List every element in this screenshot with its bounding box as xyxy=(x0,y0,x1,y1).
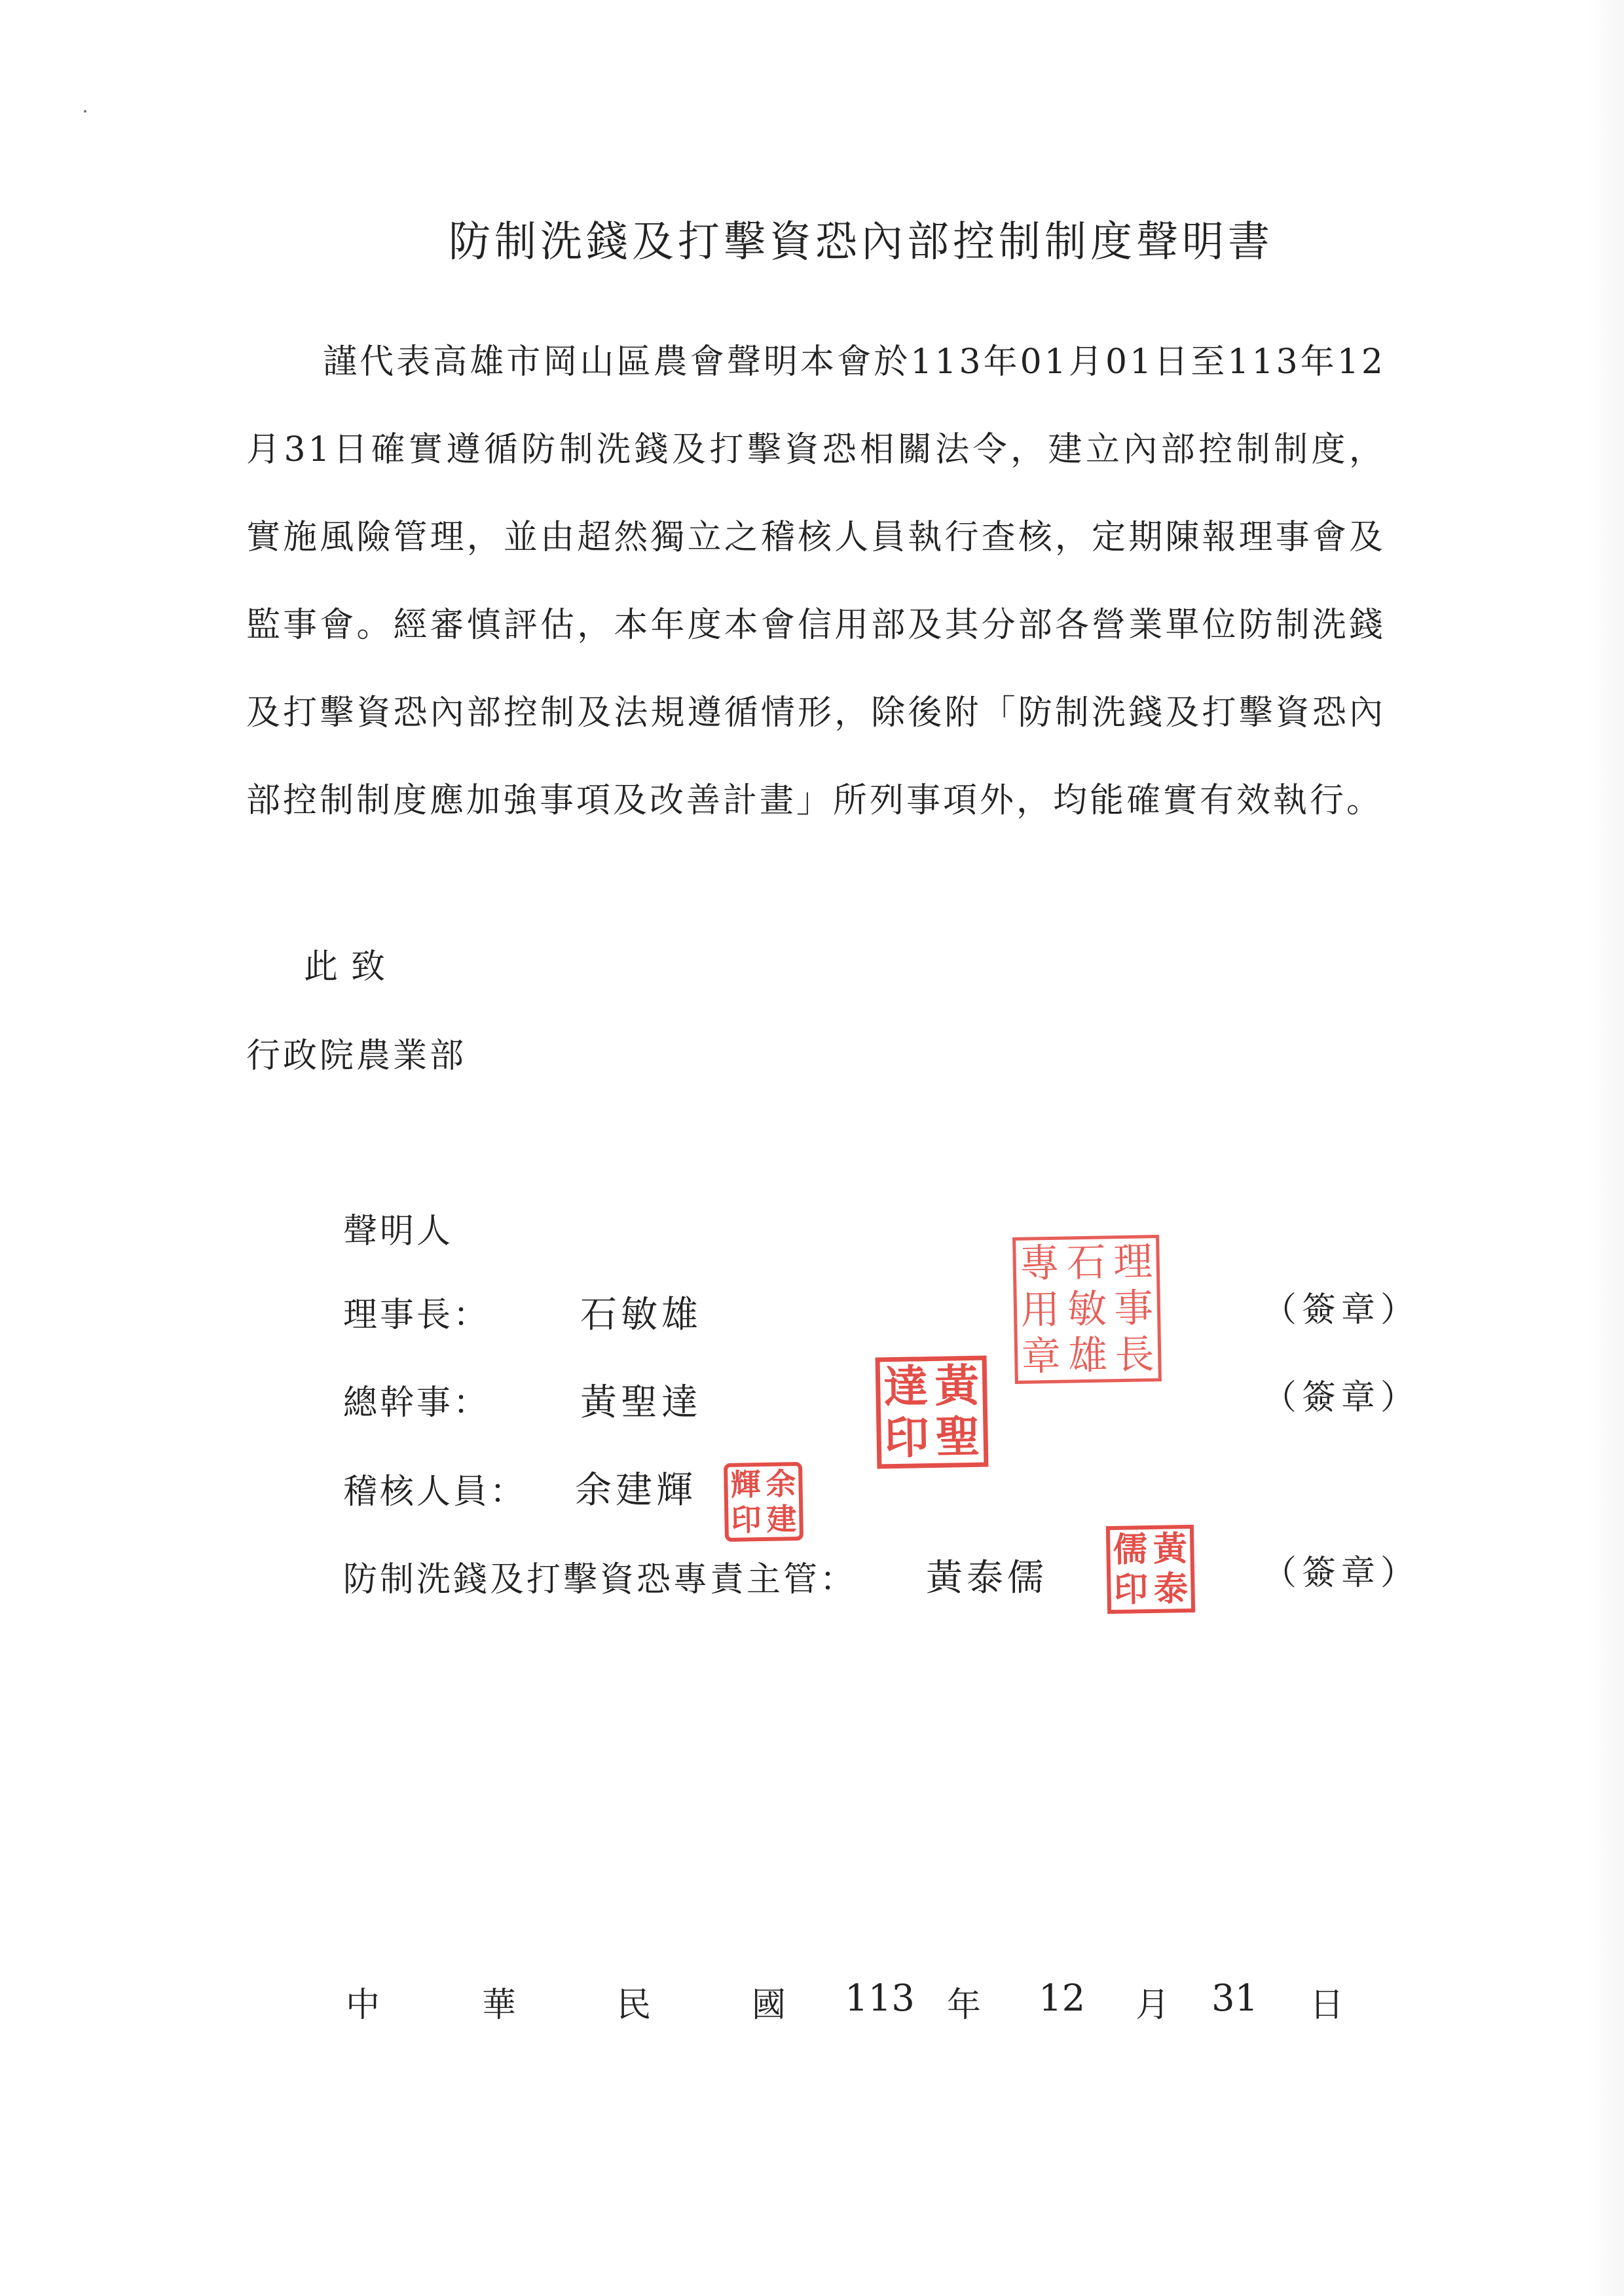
seal-char: 印 xyxy=(1113,1569,1149,1610)
seal-char: 建 xyxy=(766,1501,797,1537)
date-era-char: 中 xyxy=(346,1986,380,2025)
scan-speck xyxy=(84,110,86,113)
date-year: 113 xyxy=(845,1977,915,2020)
seal-char: 雄 xyxy=(1067,1332,1108,1379)
date-day-unit: 日 xyxy=(1310,1986,1344,2025)
signatory-name-chairman: 石敏雄 xyxy=(580,1294,702,1336)
signature-mark-aml-officer: （簽章） xyxy=(1263,1554,1420,1593)
seal-char: 聖 xyxy=(934,1410,981,1464)
date-era-char: 民 xyxy=(617,1986,652,2025)
signatory-name-aml-officer: 黃泰儒 xyxy=(926,1557,1048,1599)
seal-char: 泰 xyxy=(1153,1568,1189,1609)
seal-char: 敏 xyxy=(1067,1286,1107,1333)
date-month-unit: 月 xyxy=(1135,1986,1170,2025)
general-manager-seal xyxy=(876,1356,989,1469)
seal-char: 輝 xyxy=(730,1467,762,1503)
seal-char: 印 xyxy=(883,1412,930,1465)
seal-char: 印 xyxy=(731,1502,762,1538)
seal-char: 石 xyxy=(1066,1239,1107,1286)
signatory-role-general-manager: 總幹事： xyxy=(343,1383,490,1423)
seal-char: 達 xyxy=(883,1360,929,1414)
signatory-role-auditor: 稽核人員： xyxy=(343,1472,527,1512)
auditor-seal xyxy=(724,1462,803,1542)
closing-greeting: 此致 xyxy=(304,947,399,987)
seal-char: 儒 xyxy=(1113,1529,1148,1570)
date-year-unit: 年 xyxy=(947,1986,982,2025)
seal-char: 黃 xyxy=(934,1359,980,1413)
seal-char: 黃 xyxy=(1153,1528,1188,1569)
recipient: 行政院農業部 xyxy=(246,1036,467,1076)
declaration-body: 謹代表高雄市岡山區農會聲明本會於113年01月01日至113年12月31日確實遵循防制洗錢及打擊資恐相關法令，建立內部控制制度，實施風險管理，並由超然獨立之稽核人員執行查核，定期陳報理事會及監事會。經審慎評估，本年度本會信用部及其分部各營業單位防制洗錢及打擊資恐內部控制及法規遵循情形，除後附「防制洗錢及打擊資恐內部控制制度應加強事項及改善計畫」所列事項外，均能確實有效執行。 xyxy=(246,342,1386,820)
signatory-name-general-manager: 黃聖達 xyxy=(580,1381,702,1424)
seal-char: 章 xyxy=(1021,1334,1061,1381)
chairman-seal xyxy=(1012,1235,1162,1384)
seal-char: 余 xyxy=(766,1466,796,1502)
date-era-char: 華 xyxy=(482,1986,517,2025)
seal-char: 用 xyxy=(1020,1286,1061,1334)
signature-mark-chairman: （簽章） xyxy=(1263,1290,1420,1330)
signatory-role-aml-officer: 防制洗錢及打擊資恐專責主管： xyxy=(343,1560,857,1599)
signatory-role-chairman: 理事長： xyxy=(343,1296,490,1335)
seal-char: 事 xyxy=(1113,1285,1154,1332)
seal-char: 長 xyxy=(1114,1332,1155,1379)
date-era-char: 國 xyxy=(752,1986,786,2025)
date-day: 31 xyxy=(1211,1977,1259,2020)
document-title: 防制洗錢及打擊資恐內部控制制度聲明書 xyxy=(449,218,1274,266)
aml-officer-seal xyxy=(1106,1525,1195,1614)
seal-char: 理 xyxy=(1113,1238,1153,1285)
page-edge-shadow xyxy=(1585,0,1624,2296)
declarant-label: 聲明人 xyxy=(343,1212,454,1251)
seal-char: 專 xyxy=(1019,1240,1060,1287)
signature-mark-general-manager: （簽章） xyxy=(1263,1378,1420,1417)
date-month: 12 xyxy=(1039,1977,1086,2020)
signatory-name-auditor: 余建輝 xyxy=(575,1469,697,1512)
